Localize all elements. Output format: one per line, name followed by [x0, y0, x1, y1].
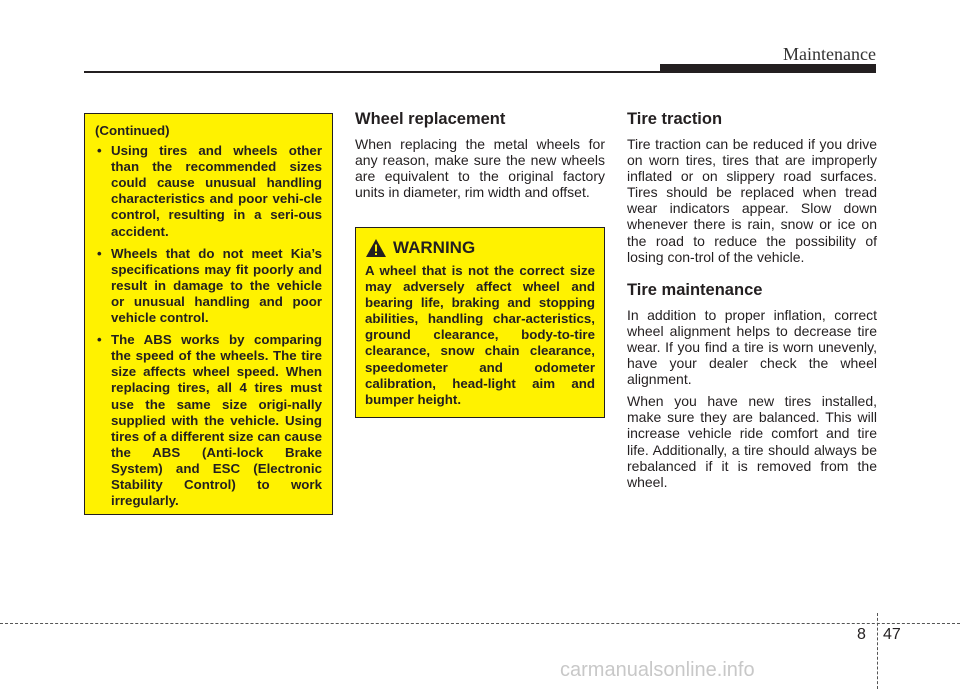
warning-title: WARNING	[393, 237, 476, 257]
warning-body: A wheel that is not the correct size may adversely affect wheel and bearing life, braking and stopping abilities, handling char-acteristics, ground clearance, body-to-tire clearance, snow chain clearance, speedometer and odometer calibration, head-light aim and bumper height.	[365, 263, 595, 407]
continued-caution-box	[84, 113, 333, 515]
tire-maintenance-heading: Tire maintenance	[627, 280, 763, 299]
continued-label: (Continued)	[95, 123, 170, 138]
page-number: 47	[883, 626, 901, 643]
watermark: carmanualsonline.info	[560, 659, 755, 681]
tire-maintenance-paragraph: In addition to proper inflation, correct wheel alignment helps to decrease tire wear. If you find a tire is worn unevenly, have your dealer check the wheel alignment.	[627, 306, 877, 388]
tire-traction-body: Tire traction can be reduced if you drive on worn tires, tires that are improperly inflated or on slippery road surfaces. Tires should be replaced when tread wear indicators appear. Slow down whenever there is rain, snow or ice on the road to reduce the possibility of losing con-trol of the vehicle.	[627, 136, 877, 265]
bullet-item: • Wheels that do not meet Kia’s specifications may fit poorly and result in damage to the vehicle or unusual handling and poor vehicle control.	[95, 246, 322, 326]
tire-section	[627, 110, 877, 496]
tire-traction-heading: Tire traction	[627, 110, 723, 128]
header-rule-thick	[660, 64, 876, 73]
chapter-number: 8	[857, 626, 866, 643]
header-rule	[84, 71, 664, 73]
section-title: Maintenance	[783, 44, 876, 64]
caution-bullet-list	[95, 143, 322, 509]
tire-maintenance-paragraph: When you have new tires installed, make sure they are balanced. This will increase vehicle ride comfort and tire life. Additionally, a tire should always be rebalanced if it is removed from the wheel.	[627, 393, 877, 490]
bullet-item: • The ABS works by comparing the speed of the wheels. The tire size affects wheel speed. When replacing tires, all 4 tires must use the same size origi-nally supplied with the vehicle. Using tires of a different size can cause the ABS (Anti-lock Brake System) and ESC (Electronic Stability Control) to work irregularly.	[95, 332, 322, 509]
warning-triangle-icon	[365, 238, 387, 258]
warning-header	[365, 238, 595, 258]
wheel-replacement-body: When replacing the metal wheels for any reason, make sure the new wheels are equivalent to the original factory units in diameter, rim width and offset.	[355, 136, 605, 201]
warning-box	[355, 227, 605, 418]
wheel-replacement-section	[355, 110, 605, 206]
wheel-replacement-heading: Wheel replacement	[355, 110, 506, 128]
footer-divider	[0, 623, 960, 624]
footer-page-divider	[877, 613, 878, 689]
bullet-item: • Using tires and wheels other than the recommended sizes could cause unusual handling characteristics and poor vehi-cle control, resulting in a seri-ous accident.	[95, 143, 322, 240]
